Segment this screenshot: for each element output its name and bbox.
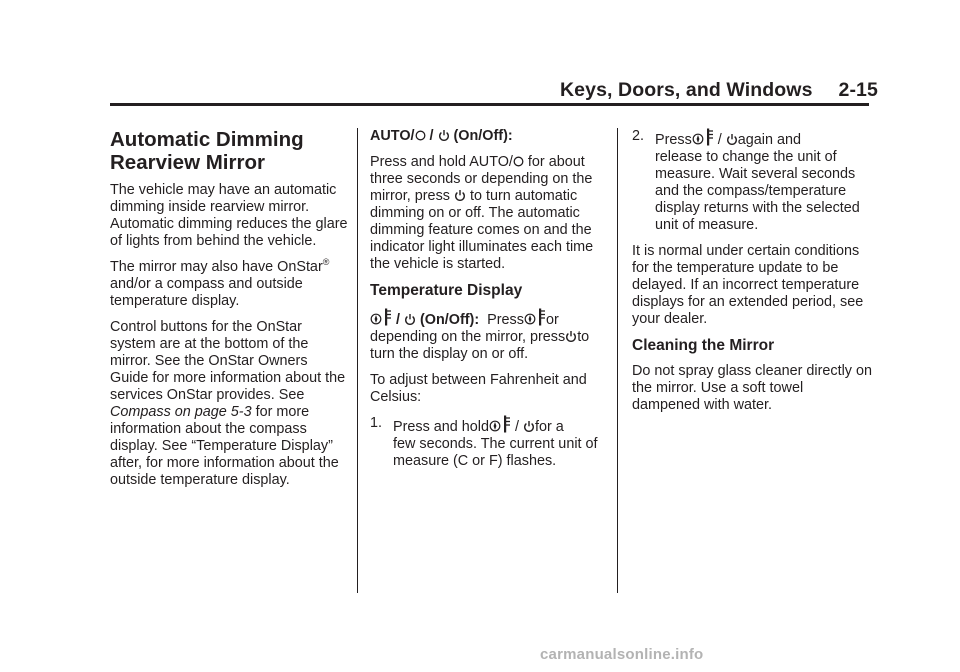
item2-text-cont: release to change the unit of measure. Wait several seconds and the compass/temperature display returns with the selected unit of measure. <box>655 149 860 233</box>
temperature-icon <box>501 415 511 433</box>
compass-icon <box>524 312 536 326</box>
item1-text-cont: few seconds. The current unit of measure (C or F) flashes. <box>393 436 598 469</box>
list-item <box>632 128 872 234</box>
controls-text-cont: for more information about the compass display. See “Temperature Display” after, for more information about the outside temperature display. <box>110 404 339 488</box>
adjust-paragraph: To adjust between Fahrenheit and Celsius: <box>370 372 587 405</box>
list-item-text <box>393 415 610 470</box>
onstar-text: The mirror may also have OnStar <box>110 259 323 275</box>
slash: / <box>713 132 726 148</box>
chapter-title: Keys, Doors, and Windows <box>560 79 813 101</box>
column-3 <box>632 128 872 423</box>
item1-for: for a <box>535 419 564 435</box>
item2-press: Press <box>655 132 692 148</box>
controls-paragraph <box>110 319 348 489</box>
page-header <box>560 79 878 102</box>
cleaning-paragraph: Do not spray glass cleaner directly on the mirror. Use a soft towel dampened with water. <box>632 363 872 413</box>
auto-text-cont: for about three seconds or depending on the mirror, press <box>370 154 593 204</box>
temperature-text-cont: to turn the display on or off. <box>370 329 590 362</box>
controls-text: Control buttons for the OnStar system are at the bottom of the mirror. See the OnStar Owners Guide for more information about the services OnStar provides. See <box>110 319 346 403</box>
auto-label: AUTO/ <box>370 128 415 144</box>
cleaning-heading: Cleaning the Mirror <box>632 337 775 354</box>
auto-dim-icon <box>415 129 426 142</box>
column-2 <box>370 128 610 479</box>
column-divider-1 <box>357 128 358 593</box>
onstar-paragraph <box>110 259 348 310</box>
power-icon <box>726 133 738 146</box>
auto-text-end: to turn automatic dimming on or off. The automatic dimming feature comes on and the indicator light illuminates each time the vehicle is started. <box>370 188 594 272</box>
list-item-text <box>655 128 872 234</box>
column-divider-2 <box>617 128 618 593</box>
temperature-control-label <box>370 312 479 328</box>
power-icon <box>523 420 535 433</box>
list-number: 1. <box>370 415 383 431</box>
slash: / <box>392 312 404 328</box>
section-heading <box>110 128 348 174</box>
power-icon <box>438 129 450 142</box>
compass-reference-link[interactable]: Compass on page 5-3 <box>110 404 252 420</box>
auto-text: Press and hold AUTO/ <box>370 154 513 170</box>
power-icon <box>454 189 466 202</box>
slash: / <box>425 128 438 144</box>
compass-icon <box>370 312 382 326</box>
intro-paragraph: The vehicle may have an automatic dimming inside rearview mirror. Automatic dimming reduces the glare of lights from behind the vehicle. <box>110 182 348 249</box>
onstar-text-cont: and/or a compass and outside temperature display. <box>110 276 303 309</box>
list-number: 2. <box>632 128 645 144</box>
auto-dim-icon <box>513 155 524 168</box>
compass-icon <box>692 132 704 146</box>
temperature-text: depending on the mirror, press <box>370 329 566 345</box>
onoff-label: (On/Off): <box>453 128 513 144</box>
normal-paragraph: It is normal under certain conditions for the temperature update to be delayed. If an incorrect temperature displays for an extended period, see your dealer. <box>632 243 864 327</box>
temperature-icon <box>536 308 546 326</box>
auto-control-label <box>370 128 610 145</box>
heading-line-1: Automatic Dimming <box>110 128 304 151</box>
temperature-heading: Temperature Display <box>370 282 523 299</box>
press-text: Press <box>487 312 524 328</box>
slash: / <box>511 419 523 435</box>
temperature-paragraph <box>370 308 610 363</box>
or-text: or <box>545 312 559 328</box>
column-1 <box>110 128 348 498</box>
item1-text: Press and hold <box>393 419 489 435</box>
power-icon <box>565 330 577 343</box>
onoff-label: (On/Off): <box>420 312 480 328</box>
temperature-icon <box>382 308 392 326</box>
header-rule <box>110 103 869 106</box>
heading-line-2: Rearview Mirror <box>110 151 265 174</box>
page-number: 2-15 <box>838 79 878 101</box>
item2-again: again and <box>737 132 802 148</box>
compass-icon <box>489 419 501 433</box>
registered-mark: ® <box>322 257 330 267</box>
power-icon <box>404 313 416 326</box>
watermark: carmanualsonline.info <box>540 646 704 663</box>
list-item <box>370 415 610 470</box>
temperature-icon <box>704 128 714 146</box>
auto-paragraph <box>370 154 610 273</box>
